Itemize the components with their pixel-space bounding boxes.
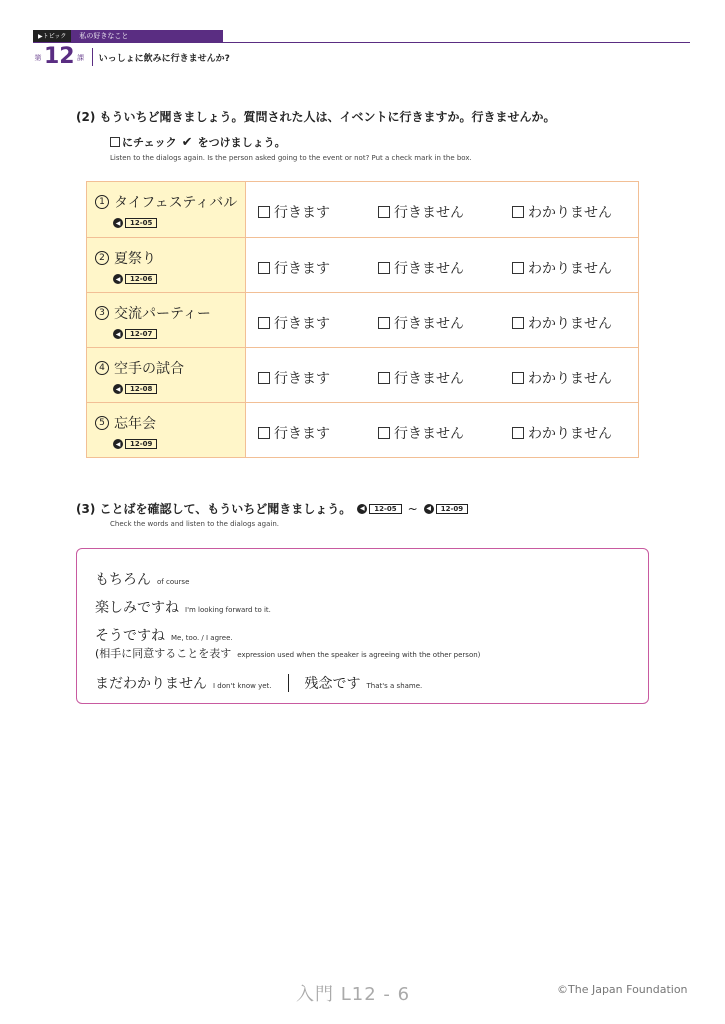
option-unknown[interactable]: わかりません [512,368,612,388]
answer-table [86,181,639,458]
checkbox[interactable] [378,372,390,384]
topic-label: ▶トピック [33,30,71,43]
event-name: 忘年会 [114,416,156,432]
option-going[interactable]: 行きます [258,313,330,333]
lesson-number: 12 [44,44,75,69]
page-number: 入門 L12 - 6 [296,984,411,1005]
lesson-title: いっしょに飲みに行きませんか? [98,53,230,64]
row-label-cell [87,403,246,457]
table-row [87,347,638,402]
lesson-suffix: 課 [76,53,85,61]
speaker-icon: ◀ [113,439,123,449]
checkbox[interactable] [512,206,524,218]
item-number: 4 [95,361,109,375]
option-unknown[interactable]: わかりません [512,313,612,333]
option-unknown[interactable]: わかりません [512,202,612,222]
topic-title: 私の好きなこと [71,30,223,43]
item-number: 5 [95,416,109,430]
option-going[interactable]: 行きます [258,202,330,222]
audio-track-end[interactable]: ◀ 12-09 [424,504,468,514]
section2-subtitle: Listen to the dialogs again. Is the person asked going to the event or not? Put a check mark in the box. [110,154,472,162]
checkbox[interactable] [258,262,270,274]
option-going[interactable]: 行きます [258,368,330,388]
table-row [87,402,638,457]
checkbox[interactable] [512,317,524,329]
option-not-going[interactable]: 行きません [378,423,464,443]
vocab-item: もちろん of course [95,572,190,588]
track-number: 12-08 [125,384,157,394]
instruction-pre: にチェック [122,136,177,149]
checkbox[interactable] [512,427,524,439]
audio-track[interactable] [113,274,157,284]
vocab-item: 楽しみですね I'm looking forward to it. [95,600,271,616]
track-number: 12-06 [125,274,157,284]
checkbox[interactable] [378,317,390,329]
lesson-separator [92,48,93,66]
vocab-item: そうですね Me, too. / I agree. [95,628,233,644]
lesson-prefix: 第 [34,53,42,61]
header-divider [33,42,690,43]
section3-heading: (3) ことばを確認して、もういちど聞きましょう。 [76,502,352,516]
section2-heading: (2) もういちど聞きましょう。質問された人は、イベントに行きますか。行きませんか。 [76,110,556,124]
check-mark-icon: ✔ [181,134,193,150]
speaker-icon: ◀ [113,274,123,284]
range-tilde: ~ [407,501,418,516]
track-number: 12-09 [125,439,157,449]
audio-track-start[interactable]: ◀ 12-05 [357,504,401,514]
vocab-item: (相手に同意することを表す expression used when the speaker is agreeing with the other person) [95,647,481,660]
speaker-icon: ◀ [113,218,123,228]
speaker-icon: ◀ [113,329,123,339]
vocabulary-box [76,548,649,704]
checkbox[interactable] [258,372,270,384]
row-label-cell [87,348,246,402]
checkbox[interactable] [258,206,270,218]
option-not-going[interactable]: 行きません [378,258,464,278]
checkbox[interactable] [512,372,524,384]
speaker-icon: ◀ [357,504,367,514]
option-going[interactable]: 行きます [258,423,330,443]
instruction-post: をつけましょう。 [197,136,286,149]
vocab-item-pair: まだわかりません I don't know yet. 残念です That's a shame. [95,676,423,692]
option-going[interactable]: 行きます [258,258,330,278]
checkbox[interactable] [378,262,390,274]
copyright: ©The Japan Foundation [557,983,688,996]
event-name: 夏祭り [114,251,156,267]
table-row [87,292,638,347]
table-row [87,237,638,292]
row-label-cell [87,238,246,292]
track-number: 12-07 [125,329,157,339]
event-name: 交流パーティー [114,306,211,322]
table-row [87,182,638,237]
speaker-icon: ◀ [424,504,434,514]
item-number: 3 [95,306,109,320]
event-name: 空手の試合 [114,361,184,377]
audio-track[interactable] [113,439,157,449]
section3-subtitle: Check the words and listen to the dialogs again. [110,520,280,528]
checkbox[interactable] [512,262,524,274]
item-number: 1 [95,195,109,209]
lesson-header [33,45,230,69]
section2-instruction [110,134,286,150]
option-not-going[interactable]: 行きません [378,202,464,222]
row-label-cell [87,293,246,347]
audio-track[interactable] [113,329,157,339]
audio-track[interactable] [113,384,157,394]
audio-track[interactable] [113,218,157,228]
option-unknown[interactable]: わかりません [512,258,612,278]
checkbox-icon [110,137,120,147]
checkbox[interactable] [378,206,390,218]
event-name: タイフェスティバル [114,195,238,211]
checkbox[interactable] [258,317,270,329]
item-number: 2 [95,251,109,265]
option-unknown[interactable]: わかりません [512,423,612,443]
option-not-going[interactable]: 行きません [378,313,464,333]
checkbox[interactable] [378,427,390,439]
row-label-cell [87,182,246,237]
track-number: 12-05 [125,218,157,228]
checkbox[interactable] [258,427,270,439]
speaker-icon: ◀ [113,384,123,394]
section3-heading-row [76,500,468,517]
option-not-going[interactable]: 行きません [378,368,464,388]
vocab-divider [288,674,289,692]
